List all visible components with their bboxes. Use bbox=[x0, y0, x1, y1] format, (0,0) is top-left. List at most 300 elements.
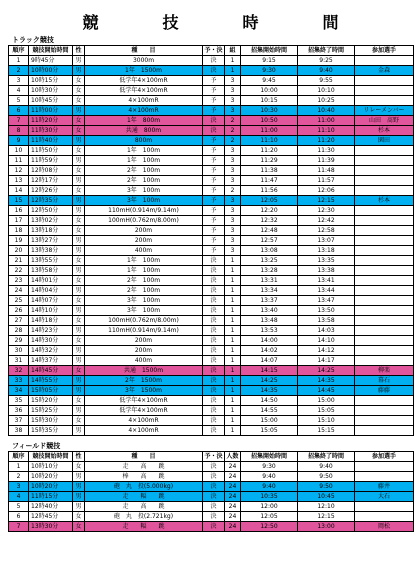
round-cell: 決 bbox=[203, 482, 225, 492]
order-cell: 29 bbox=[9, 336, 29, 346]
call-start-cell: 13:40 bbox=[241, 306, 298, 316]
call-end-cell: 14:12 bbox=[298, 346, 355, 356]
call-start-cell: 10:30 bbox=[241, 106, 298, 116]
order-cell: 20 bbox=[9, 246, 29, 256]
round-cell: 予 bbox=[203, 206, 225, 216]
athlete-cell bbox=[355, 472, 414, 482]
call-start-cell: 14:00 bbox=[241, 336, 298, 346]
table-row bbox=[9, 166, 414, 176]
round-cell: 予 bbox=[203, 96, 225, 106]
group-cell: 1 bbox=[225, 326, 241, 336]
athlete-cell bbox=[355, 512, 414, 522]
group-cell: 1 bbox=[225, 266, 241, 276]
sex-cell: 女 bbox=[73, 416, 85, 426]
column-header: 招集終了時間 bbox=[298, 452, 355, 462]
call-end-cell: 13:18 bbox=[298, 246, 355, 256]
call-start-cell: 14:35 bbox=[241, 386, 298, 396]
field-table bbox=[8, 451, 414, 532]
call-end-cell: 12:42 bbox=[298, 216, 355, 226]
start-time-cell: 14時04分 bbox=[29, 286, 73, 296]
call-end-cell: 12:06 bbox=[298, 186, 355, 196]
round-cell: 決 bbox=[203, 66, 225, 76]
round-cell: 決 bbox=[203, 512, 225, 522]
athlete-cell: リレーメンバー bbox=[355, 106, 414, 116]
sex-cell: 男 bbox=[73, 266, 85, 276]
call-end-cell: 14:17 bbox=[298, 356, 355, 366]
call-start-cell: 12:48 bbox=[241, 226, 298, 236]
group-cell: 3 bbox=[225, 246, 241, 256]
page-title: 競 技 時 間 bbox=[82, 13, 363, 32]
order-cell: 5 bbox=[9, 96, 29, 106]
event-cell: 走 幅 跳 bbox=[85, 522, 203, 532]
call-end-cell: 12:30 bbox=[298, 206, 355, 216]
table-row bbox=[9, 186, 414, 196]
call-start-cell: 14:50 bbox=[241, 396, 298, 406]
sex-cell: 男 bbox=[73, 136, 85, 146]
call-start-cell: 13:48 bbox=[241, 316, 298, 326]
event-cell: 3年 100m bbox=[85, 186, 203, 196]
sex-cell: 女 bbox=[73, 296, 85, 306]
call-start-cell: 15:00 bbox=[241, 416, 298, 426]
table-row bbox=[9, 286, 414, 296]
order-cell: 28 bbox=[9, 326, 29, 336]
round-cell: 決 bbox=[203, 316, 225, 326]
sex-cell: 女 bbox=[73, 226, 85, 236]
start-time-cell: 15時05分 bbox=[29, 386, 73, 396]
sex-cell: 男 bbox=[73, 356, 85, 366]
order-cell: 6 bbox=[9, 512, 29, 522]
event-cell: 1年 100m bbox=[85, 156, 203, 166]
group-cell: 1 bbox=[225, 316, 241, 326]
call-end-cell: 15:00 bbox=[298, 396, 355, 406]
call-start-cell: 12:05 bbox=[241, 512, 298, 522]
order-cell: 31 bbox=[9, 356, 29, 366]
call-end-cell: 11:20 bbox=[298, 136, 355, 146]
table-row bbox=[9, 386, 414, 396]
call-end-cell: 13:35 bbox=[298, 256, 355, 266]
group-cell: 3 bbox=[225, 236, 241, 246]
group-cell: 1 bbox=[225, 376, 241, 386]
start-time-cell: 11時40分 bbox=[29, 136, 73, 146]
table-row bbox=[9, 56, 414, 66]
athlete-cell bbox=[355, 246, 414, 256]
event-cell: 砲 丸 投(5.000kg) bbox=[85, 482, 203, 492]
event-cell: 400m bbox=[85, 356, 203, 366]
event-cell: 低学年4×100mR bbox=[85, 76, 203, 86]
order-cell: 17 bbox=[9, 216, 29, 226]
start-time-cell: 14時32分 bbox=[29, 346, 73, 356]
event-cell: 4×100mR bbox=[85, 106, 203, 116]
athlete-cell bbox=[355, 406, 414, 416]
call-end-cell: 13:41 bbox=[298, 276, 355, 286]
athlete-cell bbox=[355, 462, 414, 472]
order-cell: 1 bbox=[9, 462, 29, 472]
group-cell: 1 bbox=[225, 306, 241, 316]
order-cell: 3 bbox=[9, 76, 29, 86]
call-start-cell: 12:05 bbox=[241, 196, 298, 206]
event-cell: 800m bbox=[85, 136, 203, 146]
round-cell: 予 bbox=[203, 136, 225, 146]
order-cell: 25 bbox=[9, 296, 29, 306]
round-cell: 予 bbox=[203, 76, 225, 86]
round-cell: 予 bbox=[203, 226, 225, 236]
track-table bbox=[8, 45, 414, 436]
order-cell: 36 bbox=[9, 406, 29, 416]
round-cell: 決 bbox=[203, 406, 225, 416]
order-cell: 11 bbox=[9, 156, 29, 166]
sex-cell: 男 bbox=[73, 106, 85, 116]
event-cell: 2年 100m bbox=[85, 286, 203, 296]
round-cell: 決 bbox=[203, 256, 225, 266]
round-cell: 決 bbox=[203, 386, 225, 396]
call-end-cell: 10:40 bbox=[298, 106, 355, 116]
table-row bbox=[9, 522, 414, 532]
start-time-cell: 13時55分 bbox=[29, 256, 73, 266]
round-cell: 決 bbox=[203, 472, 225, 482]
table-row bbox=[9, 196, 414, 206]
start-time-cell: 15時20分 bbox=[29, 396, 73, 406]
start-time-cell: 13時38分 bbox=[29, 246, 73, 256]
table-row bbox=[9, 236, 414, 246]
round-cell: 予 bbox=[203, 196, 225, 206]
round-cell: 決 bbox=[203, 502, 225, 512]
column-header: 組 bbox=[225, 46, 241, 56]
call-start-cell: 9:15 bbox=[241, 56, 298, 66]
event-cell: 低学年4×100mR bbox=[85, 86, 203, 96]
sex-cell: 女 bbox=[73, 316, 85, 326]
athlete-cell bbox=[355, 346, 414, 356]
call-start-cell: 14:25 bbox=[241, 376, 298, 386]
round-cell: 予 bbox=[203, 176, 225, 186]
table-row bbox=[9, 376, 414, 386]
sex-cell: 女 bbox=[73, 186, 85, 196]
event-cell: 110mH(0.914m/9.14m) bbox=[85, 206, 203, 216]
call-end-cell: 11:30 bbox=[298, 146, 355, 156]
group-cell: 24 bbox=[225, 482, 241, 492]
call-start-cell: 14:02 bbox=[241, 346, 298, 356]
column-header: 性 bbox=[73, 46, 85, 56]
table-row bbox=[9, 156, 414, 166]
group-cell: 1 bbox=[225, 56, 241, 66]
start-time-cell: 15時25分 bbox=[29, 406, 73, 416]
column-header: 予・決 bbox=[204, 453, 223, 460]
sex-cell: 男 bbox=[73, 482, 85, 492]
table-row bbox=[9, 416, 414, 426]
athlete-cell: 幕石 bbox=[355, 376, 414, 386]
start-time-cell: 10時30分 bbox=[29, 86, 73, 96]
sex-cell: 女 bbox=[73, 96, 85, 106]
table-row bbox=[9, 502, 414, 512]
call-start-cell: 13:28 bbox=[241, 266, 298, 276]
group-cell: 1 bbox=[225, 406, 241, 416]
call-start-cell: 9:45 bbox=[241, 76, 298, 86]
order-cell: 34 bbox=[9, 386, 29, 396]
table-row bbox=[9, 246, 414, 256]
athlete-cell bbox=[355, 502, 414, 512]
table-row bbox=[9, 472, 414, 482]
sex-cell: 男 bbox=[73, 246, 85, 256]
group-cell: 1 bbox=[225, 66, 241, 76]
order-cell: 5 bbox=[9, 502, 29, 512]
call-start-cell: 10:35 bbox=[241, 492, 298, 502]
order-cell: 7 bbox=[9, 116, 29, 126]
sex-cell: 男 bbox=[73, 406, 85, 416]
group-cell: 1 bbox=[225, 346, 241, 356]
group-cell: 3 bbox=[225, 76, 241, 86]
sex-cell: 女 bbox=[73, 86, 85, 96]
event-cell: 低学年4×100mR bbox=[85, 396, 203, 406]
column-header: 人数 bbox=[226, 453, 239, 460]
order-cell: 14 bbox=[9, 186, 29, 196]
table-row bbox=[9, 226, 414, 236]
event-cell: 2年 100m bbox=[85, 176, 203, 186]
start-time-cell: 13時18分 bbox=[29, 226, 73, 236]
athlete-cell bbox=[355, 356, 414, 366]
athlete-cell: 岡松 bbox=[355, 522, 414, 532]
start-time-cell: 9時45分 bbox=[29, 56, 73, 66]
athlete-cell: 藤藤 bbox=[355, 386, 414, 396]
call-start-cell: 13:34 bbox=[241, 286, 298, 296]
start-time-cell: 14時07分 bbox=[29, 296, 73, 306]
athlete-cell bbox=[355, 96, 414, 106]
call-end-cell: 14:25 bbox=[298, 366, 355, 376]
athlete-cell: 金森 bbox=[355, 66, 414, 76]
athlete-cell bbox=[355, 256, 414, 266]
event-cell: 走 高 跳 bbox=[85, 462, 203, 472]
sex-cell: 女 bbox=[73, 396, 85, 406]
athlete-cell bbox=[355, 286, 414, 296]
round-cell: 予 bbox=[203, 146, 225, 156]
group-cell: 3 bbox=[225, 216, 241, 226]
table-row bbox=[9, 326, 414, 336]
athlete-cell bbox=[355, 326, 414, 336]
athlete-cell bbox=[355, 146, 414, 156]
call-start-cell: 10:00 bbox=[241, 86, 298, 96]
call-end-cell: 10:45 bbox=[298, 492, 355, 502]
athlete-cell: 柳楽 bbox=[355, 366, 414, 376]
athlete-cell bbox=[355, 206, 414, 216]
call-end-cell: 14:03 bbox=[298, 326, 355, 336]
table-row bbox=[9, 116, 414, 126]
table-row bbox=[9, 66, 414, 76]
event-cell: 200m bbox=[85, 346, 203, 356]
start-time-cell: 14時55分 bbox=[29, 376, 73, 386]
sex-cell: 男 bbox=[73, 472, 85, 482]
round-cell: 決 bbox=[203, 126, 225, 136]
event-cell: 1年 1500m bbox=[85, 66, 203, 76]
column-header: 競技開始時間 bbox=[29, 452, 73, 462]
athlete-cell: 杉本 bbox=[355, 126, 414, 136]
sex-cell: 男 bbox=[73, 306, 85, 316]
call-start-cell: 13:53 bbox=[241, 326, 298, 336]
order-cell: 23 bbox=[9, 276, 29, 286]
event-cell: 1年 100m bbox=[85, 266, 203, 276]
order-cell: 27 bbox=[9, 316, 29, 326]
table-row bbox=[9, 206, 414, 216]
call-start-cell: 11:20 bbox=[241, 146, 298, 156]
event-cell: 200m bbox=[85, 336, 203, 346]
table-row bbox=[9, 136, 414, 146]
round-cell: 決 bbox=[203, 416, 225, 426]
call-end-cell: 9:25 bbox=[298, 56, 355, 66]
round-cell: 予 bbox=[203, 216, 225, 226]
start-time-cell: 10時15分 bbox=[29, 76, 73, 86]
round-cell: 予 bbox=[203, 156, 225, 166]
athlete-cell bbox=[355, 336, 414, 346]
start-time-cell: 10時45分 bbox=[29, 96, 73, 106]
athlete-cell bbox=[355, 216, 414, 226]
sex-cell: 女 bbox=[73, 116, 85, 126]
group-cell: 2 bbox=[225, 116, 241, 126]
group-cell: 1 bbox=[225, 416, 241, 426]
sex-cell: 男 bbox=[73, 386, 85, 396]
round-cell: 決 bbox=[203, 306, 225, 316]
call-end-cell: 14:10 bbox=[298, 336, 355, 346]
track-header-row bbox=[9, 46, 414, 56]
event-cell: 3年 100m bbox=[85, 306, 203, 316]
call-end-cell: 13:00 bbox=[298, 522, 355, 532]
event-cell: 3000m bbox=[85, 56, 203, 66]
event-cell: 3年 100m bbox=[85, 196, 203, 206]
table-row bbox=[9, 296, 414, 306]
call-end-cell: 14:35 bbox=[298, 376, 355, 386]
table-row bbox=[9, 512, 414, 522]
round-cell: 決 bbox=[203, 336, 225, 346]
call-end-cell: 9:50 bbox=[298, 482, 355, 492]
call-start-cell: 15:05 bbox=[241, 426, 298, 436]
call-end-cell: 9:40 bbox=[298, 66, 355, 76]
start-time-cell: 10時10分 bbox=[29, 462, 73, 472]
order-cell: 15 bbox=[9, 196, 29, 206]
sex-cell: 女 bbox=[73, 166, 85, 176]
sex-cell: 女 bbox=[73, 462, 85, 472]
athlete-cell bbox=[355, 396, 414, 406]
table-row bbox=[9, 256, 414, 266]
start-time-cell: 12時35分 bbox=[29, 196, 73, 206]
call-end-cell: 9:40 bbox=[298, 462, 355, 472]
order-cell: 38 bbox=[9, 426, 29, 436]
call-start-cell: 10:50 bbox=[241, 116, 298, 126]
sex-cell: 男 bbox=[73, 176, 85, 186]
call-start-cell: 13:08 bbox=[241, 246, 298, 256]
sex-cell: 男 bbox=[73, 196, 85, 206]
table-row bbox=[9, 462, 414, 472]
call-end-cell: 13:58 bbox=[298, 316, 355, 326]
call-start-cell: 13:31 bbox=[241, 276, 298, 286]
order-cell: 24 bbox=[9, 286, 29, 296]
order-cell: 7 bbox=[9, 522, 29, 532]
sex-cell: 女 bbox=[73, 256, 85, 266]
group-cell: 24 bbox=[225, 462, 241, 472]
round-cell: 決 bbox=[203, 276, 225, 286]
start-time-cell: 11時59分 bbox=[29, 156, 73, 166]
start-time-cell: 14時01分 bbox=[29, 276, 73, 286]
table-row bbox=[9, 276, 414, 286]
group-cell: 1 bbox=[225, 426, 241, 436]
round-cell: 予 bbox=[203, 166, 225, 176]
round-cell: 決 bbox=[203, 56, 225, 66]
column-header: 参加選手 bbox=[355, 46, 414, 56]
start-time-cell: 12時26分 bbox=[29, 186, 73, 196]
event-cell: 110mH(0.914m/9.14m) bbox=[85, 326, 203, 336]
call-start-cell: 12:20 bbox=[241, 206, 298, 216]
group-cell: 24 bbox=[225, 512, 241, 522]
sex-cell: 男 bbox=[73, 326, 85, 336]
sex-cell: 女 bbox=[73, 522, 85, 532]
sex-cell: 男 bbox=[73, 66, 85, 76]
table-row bbox=[9, 306, 414, 316]
call-end-cell: 13:07 bbox=[298, 236, 355, 246]
sex-cell: 男 bbox=[73, 156, 85, 166]
field-section-label: フィールド競技 bbox=[12, 442, 61, 450]
column-header: 種 目 bbox=[85, 452, 203, 462]
start-time-cell: 13時27分 bbox=[29, 236, 73, 246]
column-header: 順序 bbox=[9, 46, 29, 56]
event-cell: 4×100mR bbox=[85, 426, 203, 436]
event-cell: 100mH(0.762m/8.00m) bbox=[85, 216, 203, 226]
group-cell: 3 bbox=[225, 86, 241, 96]
athlete-cell bbox=[355, 226, 414, 236]
group-cell: 3 bbox=[225, 166, 241, 176]
call-start-cell: 13:25 bbox=[241, 256, 298, 266]
event-cell: 走 幅 跳 bbox=[85, 492, 203, 502]
column-header: 性 bbox=[73, 452, 85, 462]
order-cell: 1 bbox=[9, 56, 29, 66]
group-cell: 24 bbox=[225, 472, 241, 482]
round-cell: 決 bbox=[203, 462, 225, 472]
table-row bbox=[9, 96, 414, 106]
call-start-cell: 11:00 bbox=[241, 126, 298, 136]
table-row bbox=[9, 176, 414, 186]
table-row bbox=[9, 336, 414, 346]
order-cell: 4 bbox=[9, 86, 29, 96]
order-cell: 10 bbox=[9, 146, 29, 156]
table-row bbox=[9, 482, 414, 492]
event-cell: 200m bbox=[85, 236, 203, 246]
group-cell: 3 bbox=[225, 226, 241, 236]
group-cell: 1 bbox=[225, 296, 241, 306]
athlete-cell: 大石 bbox=[355, 492, 414, 502]
athlete-cell bbox=[355, 176, 414, 186]
call-end-cell: 12:15 bbox=[298, 512, 355, 522]
call-start-cell: 12:00 bbox=[241, 502, 298, 512]
column-header: 競技開始時間 bbox=[29, 46, 73, 56]
call-end-cell: 12:58 bbox=[298, 226, 355, 236]
call-end-cell: 11:57 bbox=[298, 176, 355, 186]
athlete-cell bbox=[355, 316, 414, 326]
group-cell: 1 bbox=[225, 396, 241, 406]
field-body bbox=[9, 462, 414, 532]
call-end-cell: 9:50 bbox=[298, 472, 355, 482]
call-start-cell: 14:15 bbox=[241, 366, 298, 376]
order-cell: 9 bbox=[9, 136, 29, 146]
call-end-cell: 9:55 bbox=[298, 76, 355, 86]
table-row bbox=[9, 406, 414, 416]
table-row bbox=[9, 126, 414, 136]
call-start-cell: 11:47 bbox=[241, 176, 298, 186]
start-time-cell: 10時20分 bbox=[29, 482, 73, 492]
sex-cell: 女 bbox=[73, 276, 85, 286]
table-row bbox=[9, 76, 414, 86]
round-cell: 決 bbox=[203, 492, 225, 502]
sex-cell: 男 bbox=[73, 376, 85, 386]
order-cell: 8 bbox=[9, 126, 29, 136]
athlete-cell bbox=[355, 86, 414, 96]
table-row bbox=[9, 86, 414, 96]
call-start-cell: 12:50 bbox=[241, 522, 298, 532]
athlete-cell bbox=[355, 156, 414, 166]
track-body bbox=[9, 56, 414, 436]
